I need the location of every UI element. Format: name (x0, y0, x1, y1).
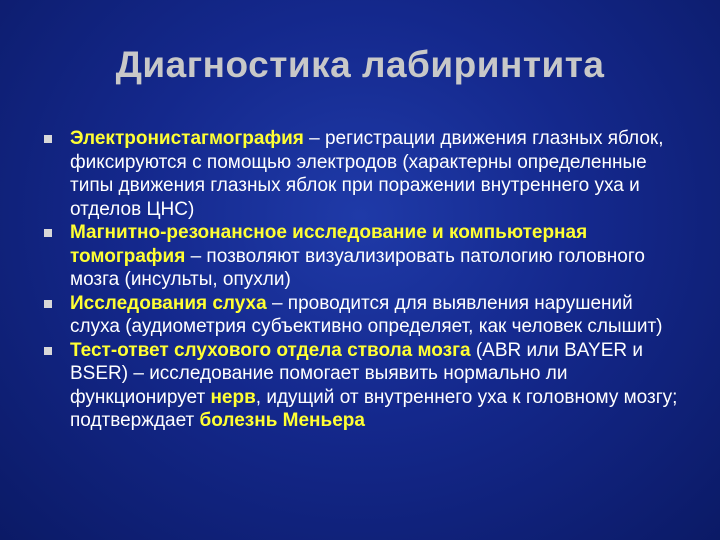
bullet-text: – проводится для выявления нарушений слуха (аудиометрия субъективно определяет, как человек слышит) (70, 292, 663, 337)
bullet-item-hearing-tests (42, 292, 682, 339)
term-highlight: Тест-ответ слухового отдела ствола мозга (70, 339, 471, 361)
square-bullet-icon (44, 347, 52, 355)
bullet-item-brainstem-response (42, 339, 682, 433)
square-bullet-icon (44, 135, 52, 143)
term-highlight: Исследования слуха (70, 292, 267, 314)
term-highlight: Электронистагмография (70, 128, 304, 149)
square-bullet-icon (44, 229, 52, 237)
bullet-item-electronystagmography (42, 127, 682, 221)
bullet-item-mri-ct (42, 221, 682, 292)
bullet-text: – регистрации движения глазных яблок, фиксируются с помощью электродов (характерны определенные типы движения глазных яблок при поражении внутреннего уха и отделов ЦНС) (70, 128, 664, 220)
bullet-text: (ABR или BAYER и BSER) – исследование помогает выявить нормально ли функционирует (70, 339, 644, 408)
slide-title: Диагностика лабиринтита (115, 44, 605, 85)
term-highlight: Магнитно-резонансное исследование и компьютерная томография (70, 222, 588, 267)
bullet-text: – позволяют визуализировать патологию головного мозга (инсульты, опухли) (70, 245, 645, 290)
term-highlight: болезнь Меньера (199, 410, 365, 431)
square-bullet-icon (44, 300, 52, 308)
term-highlight: нерв (210, 386, 256, 408)
bullet-text: , идущий от внутреннего уха к головному мозгу; подтверждает (70, 386, 678, 431)
bullet-list (42, 127, 682, 433)
